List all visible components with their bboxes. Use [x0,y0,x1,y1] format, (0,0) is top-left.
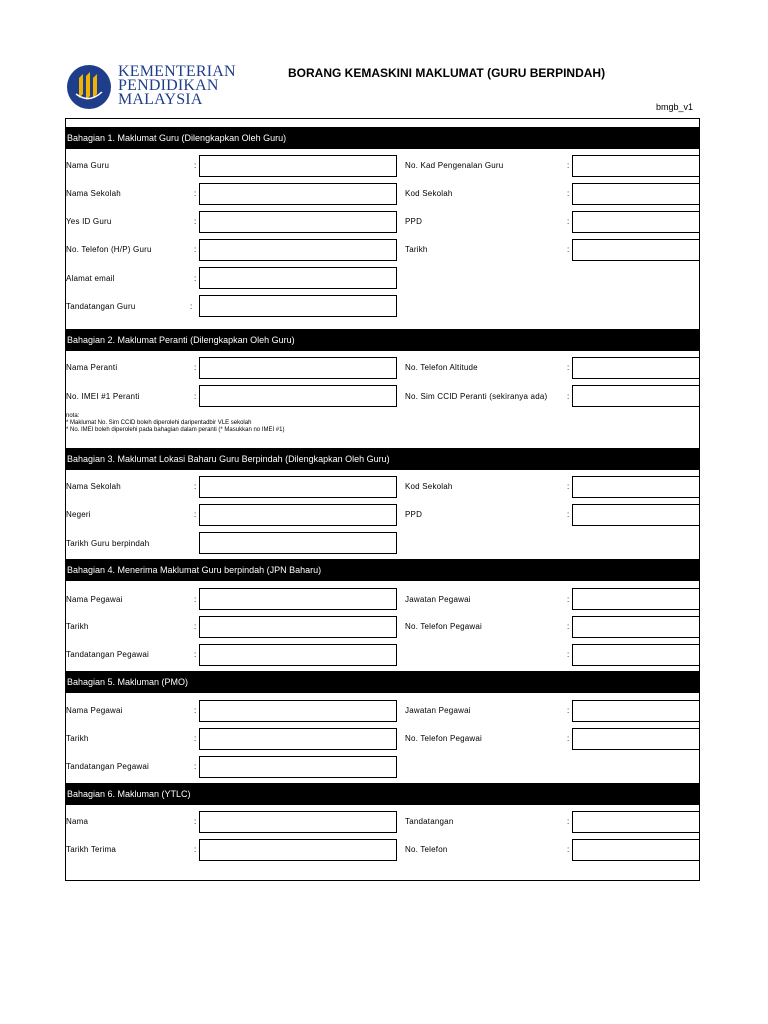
label-nama-pegawai: Nama Pegawai [66,595,123,604]
label-tarikh: Tarikh [66,734,89,743]
label-tarikh: Tarikh [405,245,428,254]
no-telefon-pegawai-pmo-field[interactable] [572,728,700,750]
colon: : [194,217,197,226]
label-nama-sekolah-baharu: Nama Sekolah [66,482,121,491]
label-jawatan-pegawai: Jawatan Pegawai [405,706,471,715]
label-no-kad-pengenalan: No. Kad Pengenalan Guru [405,161,504,170]
label-tarikh-terima: Tarikh Terima [66,845,117,854]
note-line: * No. IMEI boleh diperolehi pada bahagian dalam peranti (* Masukkan no IMEI #1) [66,427,285,433]
kod-sekolah-baharu-field[interactable] [572,476,700,498]
label-nama-sekolah: Nama Sekolah [66,189,121,198]
label-tandatangan-pegawai: Tandatangan Pegawai [66,762,149,771]
nama-peranti-field[interactable] [199,357,397,379]
colon: : [567,595,570,604]
ppd-field[interactable] [572,211,700,233]
ppd-baharu-field[interactable] [572,504,700,526]
nama-pegawai-pmo-field[interactable] [199,700,397,722]
section-2-header: Bahagian 2. Maklumat Peranti (Dilengkapkan Oleh Guru) [65,329,700,351]
no-telefon-pegawai-jpn-field[interactable] [572,616,700,638]
label-alamat-email: Alamat email [66,274,115,283]
section-1-header: Bahagian 1. Maklumat Guru (Dilengkapkan Oleh Guru) [65,127,700,149]
colon: : [194,650,197,659]
colon: : [194,482,197,491]
label-tarikh: Tarikh [66,622,89,631]
alamat-email-field[interactable] [199,267,397,289]
tandatangan-pegawai-pmo-field[interactable] [199,756,397,778]
tandatangan-ytlc-field[interactable] [572,811,700,833]
colon: : [194,734,197,743]
colon: : [194,392,197,401]
label-no-telefon: No. Telefon (H/P) Guru [66,245,152,254]
label-nama-guru: Nama Guru [66,161,110,170]
colon: : [194,706,197,715]
section-3-header: Bahagian 3. Maklumat Lokasi Baharu Guru Berpindah (Dilengkapkan Oleh Guru) [65,448,700,470]
jawatan-pegawai-jpn-field[interactable] [572,588,700,610]
nama-pegawai-jpn-field[interactable] [199,588,397,610]
section-6-header: Bahagian 6. Makluman (YTLC) [65,783,700,805]
section-4-header: Bahagian 4. Menerima Maklumat Guru berpindah (JPN Baharu) [65,559,700,581]
tarikh-field[interactable] [572,239,700,261]
no-imei-field[interactable] [199,385,397,407]
tarikh-terima-field[interactable] [199,839,397,861]
nama-sekolah-field[interactable] [199,183,397,205]
section-5-header: Bahagian 5. Makluman (PMO) [65,671,700,693]
logo-line-1: KEMENTERIAN [118,63,236,80]
colon: : [567,510,570,519]
colon: : [567,189,570,198]
label-tandatangan-pegawai: Tandatangan Pegawai [66,650,149,659]
logo-line-2: PENDIDIKAN [118,77,219,94]
colon: : [190,302,193,311]
label-negeri: Negeri [66,510,91,519]
label-tandatangan-guru: Tandatangan Guru [66,302,136,311]
no-telefon-altitude-field[interactable] [572,357,700,379]
label-nama: Nama [66,817,89,826]
colon: : [567,482,570,491]
form-code: bmgb_v1 [656,102,694,112]
label-jawatan-pegawai: Jawatan Pegawai [405,595,471,604]
no-sim-ccid-field[interactable] [572,385,700,407]
ministry-logo [66,64,236,110]
kod-sekolah-field[interactable] [572,183,700,205]
colon: : [194,274,197,283]
tandatangan-guru-field[interactable] [199,295,397,317]
colon: : [567,161,570,170]
colon: : [194,762,197,771]
colon: : [194,817,197,826]
colon: : [194,595,197,604]
colon: : [567,217,570,226]
label-kod-sekolah-baharu: Kod Sekolah [405,482,453,491]
label-ppd: PPD [405,217,423,226]
label-nama-pegawai: Nama Pegawai [66,706,123,715]
label-yes-id: Yes ID Guru [66,217,112,226]
note-line: nota: [66,413,80,419]
colon: : [567,622,570,631]
label-nama-peranti: Nama Peranti [66,363,118,372]
colon: : [194,189,197,198]
label-ppd-baharu: PPD [405,510,423,519]
tarikh-berpindah-field[interactable] [199,532,397,554]
label-tarikh-berpindah: Tarikh Guru berpindah [66,539,150,548]
no-kad-pengenalan-field[interactable] [572,155,700,177]
nama-ytlc-field[interactable] [199,811,397,833]
label-no-telefon: No. Telefon [405,845,448,854]
yes-id-field[interactable] [199,211,397,233]
logo-line-3: MALAYSIA [118,91,203,108]
colon: : [194,363,197,372]
colon: : [194,510,197,519]
label-tandatangan: Tandatangan [405,817,454,826]
colon: : [567,650,570,659]
negeri-field[interactable] [199,504,397,526]
tarikh-pmo-field[interactable] [199,728,397,750]
ministry-emblem-icon [66,64,112,110]
no-telefon-field[interactable] [199,239,397,261]
colon: : [567,706,570,715]
colon: : [194,245,197,254]
extra-jpn-field[interactable] [572,644,700,666]
label-no-telefon-altitude: No. Telefon Altitude [405,363,478,372]
colon: : [567,363,570,372]
ministry-name [118,65,236,107]
tarikh-jpn-field[interactable] [199,616,397,638]
colon: : [567,845,570,854]
section-2-note [66,413,284,434]
label-no-sim-ccid: No. Sim CCID Peranti (sekiranya ada) [405,392,548,401]
tandatangan-pegawai-jpn-field[interactable] [199,644,397,666]
jawatan-pegawai-pmo-field[interactable] [572,700,700,722]
colon: : [194,622,197,631]
label-no-telefon-pegawai: No. Telefon Pegawai [405,622,483,631]
label-no-telefon-pegawai: No. Telefon Pegawai [405,734,483,743]
colon: : [567,245,570,254]
nama-guru-field[interactable] [199,155,397,177]
label-kod-sekolah: Kod Sekolah [405,189,453,198]
nama-sekolah-baharu-field[interactable] [199,476,397,498]
label-no-imei: No. IMEI #1 Peranti [66,392,140,401]
form-title: BORANG KEMASKINI MAKLUMAT (GURU BERPINDAH) [288,66,606,80]
colon: : [567,392,570,401]
colon: : [194,845,197,854]
colon: : [567,817,570,826]
note-line: * Maklumat No. Sim CCID boleh diperolehi daripentadbir VLE sekolah [66,420,252,426]
no-telefon-ytlc-field[interactable] [572,839,700,861]
colon: : [567,734,570,743]
colon: : [194,161,197,170]
